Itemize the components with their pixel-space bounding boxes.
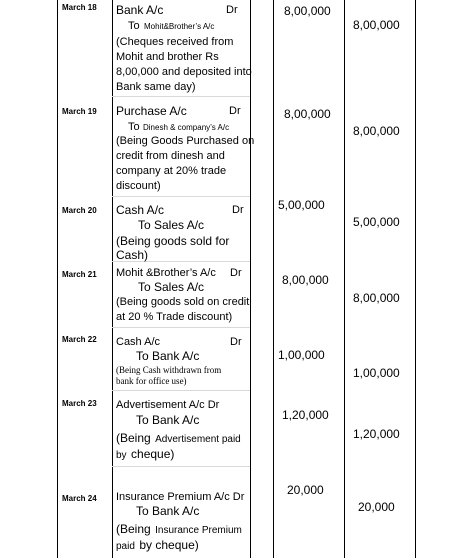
narration-line: (Being goods sold on credit [116,296,250,308]
debit-account: Mohit &Brother’s A/c [116,267,216,279]
entry-date: March 21 [62,270,97,279]
credit-line: To Bank A/c [136,349,200,363]
entry-date: March 20 [62,206,97,215]
narration-line [116,445,174,463]
debit-amount: 8,00,000 [282,273,329,287]
right-border [415,0,416,558]
credit-account: Mohit&Brother’s A/c [144,22,215,31]
credit-amount: 5,00,000 [353,215,400,229]
dr-marker: Dr [229,105,241,117]
dr-marker: Dr [232,204,244,216]
narration-line: (Being Goods Purchased on [116,135,255,147]
narration-rest: Advertisement paid [155,434,241,445]
entry-date: March 22 [62,335,97,344]
narration-prefix: by [116,450,127,461]
narration-line: (Being goods sold for [116,234,230,248]
debit-amount: 8,00,000 [284,107,331,121]
debit-account: Insurance Premium A/c Dr [116,491,245,503]
debit-account: Cash A/c [116,203,165,217]
credit-line: To Bank A/c [136,413,200,427]
credit-line: To Sales A/c [138,280,205,294]
lf-column-divider [273,0,274,558]
narration-rest: by cheque) [139,538,199,552]
credit-amount: 8,00,000 [353,124,400,138]
dr-marker: Dr [230,267,242,279]
left-border [57,0,58,558]
credit-amount: 8,00,000 [353,18,400,32]
narration-line: bank for office use) [116,376,187,386]
narration-line: credit from dinesh and [116,150,225,162]
entry-date: March 18 [62,3,97,12]
debit-account: Cash A/c [116,336,161,348]
debit-amount: 20,000 [287,483,324,497]
date-column-divider [112,0,113,558]
narration-line: Cash) [116,248,149,262]
narration-line: Mohit and brother Rs [116,51,219,63]
narration-prefix: (Being [116,431,151,445]
credit-amount: 1,00,000 [353,366,400,380]
narration-line: company at 20% trade [116,165,227,177]
narration-line: Bank same day) [116,81,196,93]
narration-prefix: paid [116,541,135,552]
row-separator [112,196,250,197]
narration-line: discount) [116,180,161,192]
narration-line: (Being Cash withdrawn from [116,365,222,375]
narration-rest: cheque) [131,447,175,461]
debit-account: Bank A/c [116,3,164,17]
credit-account: Dinesh & company’s A/c [143,123,230,132]
entry-date: March 23 [62,399,97,408]
debit-column-divider [344,0,345,558]
debit-account: Advertisement A/c Dr [116,399,220,411]
row-separator [112,96,250,97]
entry-date: March 24 [62,494,97,503]
dr-marker: Dr [226,4,238,16]
narration-line: (Cheques received from [116,36,234,48]
debit-amount: 8,00,000 [284,4,331,18]
narration-prefix: (Being [116,522,151,536]
narration-line [116,536,199,554]
to-prefix: To [128,20,140,32]
narration-line: 8,00,000 and deposited into [116,66,252,78]
row-separator [112,390,250,391]
debit-account: Purchase A/c [116,104,187,118]
entry-date: March 19 [62,107,97,116]
debit-amount: 5,00,000 [278,198,325,212]
debit-amount: 1,20,000 [282,408,329,422]
to-prefix: To [128,121,140,133]
row-separator [112,466,250,467]
credit-amount: 1,20,000 [353,427,400,441]
particulars-column-divider [250,0,251,558]
row-separator [112,327,250,328]
credit-line: To Bank A/c [136,504,200,518]
credit-amount: 20,000 [358,500,395,514]
credit-line: To Sales A/c [138,218,205,232]
credit-amount: 8,00,000 [353,291,400,305]
debit-amount: 1,00,000 [278,348,325,362]
narration-line: at 20 % Trade discount) [116,311,233,323]
narration-rest: Insurance Premium [155,525,242,536]
dr-marker: Dr [230,336,242,348]
